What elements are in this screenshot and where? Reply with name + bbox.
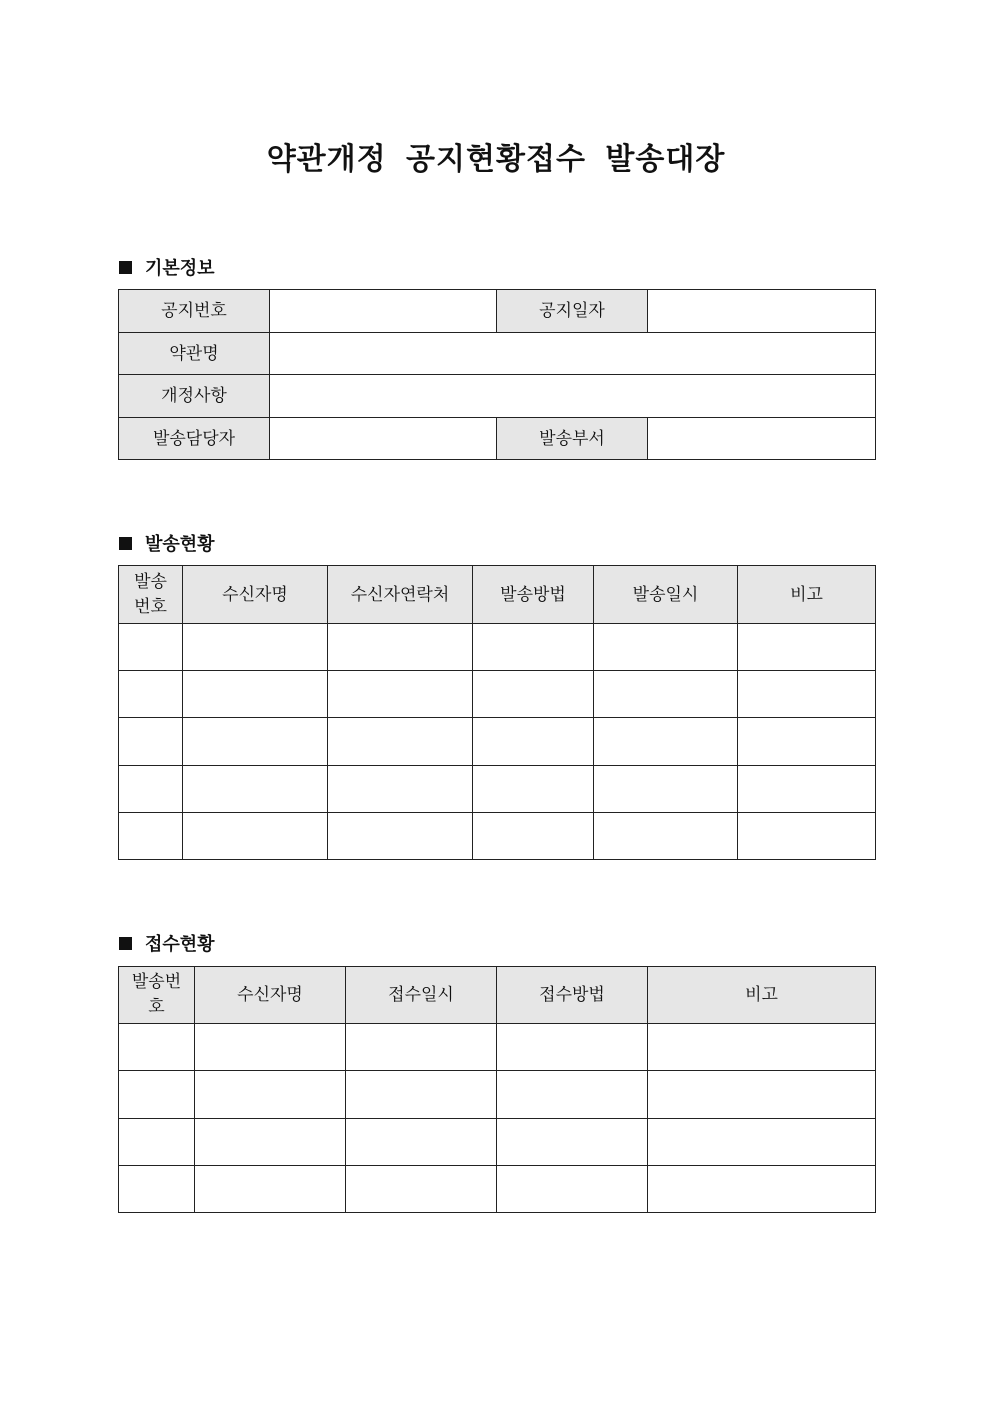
- basic-info-table: [118, 289, 876, 460]
- notice-no-label: 공지번호: [119, 290, 270, 333]
- table-row: [119, 1024, 876, 1071]
- table-cell[interactable]: [119, 1024, 195, 1071]
- table-cell[interactable]: [473, 671, 594, 718]
- table-cell[interactable]: [195, 1166, 346, 1213]
- receive-col-datetime: 접수일시: [346, 967, 497, 1024]
- table-cell[interactable]: [346, 1119, 497, 1166]
- table-cell[interactable]: [594, 766, 738, 813]
- table-cell[interactable]: [738, 624, 876, 671]
- sender-dept-label: 발송부서: [497, 418, 648, 460]
- table-cell[interactable]: [346, 1166, 497, 1213]
- table-cell[interactable]: [328, 671, 473, 718]
- section-receive-heading: [119, 930, 215, 956]
- table-cell[interactable]: [648, 1166, 876, 1213]
- table-cell[interactable]: [183, 624, 328, 671]
- table-cell[interactable]: [497, 1071, 648, 1119]
- table-row: [119, 624, 876, 671]
- table-cell[interactable]: [648, 1119, 876, 1166]
- receive-col-note: 비고: [648, 967, 876, 1024]
- table-cell[interactable]: [328, 813, 473, 860]
- table-cell[interactable]: [119, 813, 183, 860]
- receive-col-name: 수신자명: [195, 967, 346, 1024]
- terms-name-label: 약관명: [119, 333, 270, 375]
- table-cell[interactable]: [328, 718, 473, 766]
- table-cell[interactable]: [648, 1071, 876, 1119]
- table-cell[interactable]: [195, 1119, 346, 1166]
- table-cell[interactable]: [119, 718, 183, 766]
- terms-name-field[interactable]: [270, 333, 876, 375]
- table-cell[interactable]: [195, 1024, 346, 1071]
- table-cell[interactable]: [594, 718, 738, 766]
- send-col-method: 발송방법: [473, 566, 594, 624]
- table-row: [119, 1166, 876, 1213]
- section-basic-label: 기본정보: [145, 258, 215, 279]
- table-cell[interactable]: [594, 813, 738, 860]
- sender-field[interactable]: [270, 418, 497, 460]
- table-row: [119, 718, 876, 766]
- table-cell[interactable]: [183, 718, 328, 766]
- notice-date-label: 공지일자: [497, 290, 648, 333]
- table-cell[interactable]: [183, 813, 328, 860]
- send-col-no: 발송 번호: [119, 566, 183, 624]
- receive-col-no: 발송번 호: [119, 967, 195, 1024]
- table-cell[interactable]: [738, 718, 876, 766]
- table-cell[interactable]: [473, 766, 594, 813]
- send-col-contact: 수신자연락처: [328, 566, 473, 624]
- square-bullet-icon: [119, 937, 132, 950]
- table-cell[interactable]: [119, 671, 183, 718]
- changes-field[interactable]: [270, 375, 876, 418]
- table-row: [119, 1071, 876, 1119]
- square-bullet-icon: [119, 537, 132, 550]
- table-cell[interactable]: [738, 671, 876, 718]
- section-send-label: 발송현황: [145, 534, 215, 555]
- table-cell[interactable]: [328, 624, 473, 671]
- table-cell[interactable]: [738, 766, 876, 813]
- table-cell[interactable]: [119, 1166, 195, 1213]
- notice-no-field[interactable]: [270, 290, 497, 333]
- table-row: [119, 1119, 876, 1166]
- receive-status-table: [118, 966, 876, 1213]
- section-receive-label: 접수현황: [145, 934, 215, 955]
- table-cell[interactable]: [738, 813, 876, 860]
- send-col-name: 수신자명: [183, 566, 328, 624]
- send-status-table: [118, 565, 876, 860]
- table-cell[interactable]: [119, 624, 183, 671]
- send-col-note: 비고: [738, 566, 876, 624]
- table-cell[interactable]: [497, 1166, 648, 1213]
- table-cell[interactable]: [473, 718, 594, 766]
- page-title: 약관개정 공지현황접수 발송대장: [266, 142, 726, 177]
- table-row: [119, 766, 876, 813]
- section-basic-heading: [119, 254, 215, 280]
- table-cell[interactable]: [497, 1024, 648, 1071]
- table-cell[interactable]: [594, 624, 738, 671]
- changes-label: 개정사항: [119, 375, 270, 418]
- section-send-heading: [119, 530, 215, 556]
- table-cell[interactable]: [195, 1071, 346, 1119]
- table-row: [119, 813, 876, 860]
- receive-col-method: 접수방법: [497, 967, 648, 1024]
- table-cell[interactable]: [473, 624, 594, 671]
- table-cell[interactable]: [119, 1119, 195, 1166]
- table-cell[interactable]: [328, 766, 473, 813]
- table-cell[interactable]: [594, 671, 738, 718]
- notice-date-field[interactable]: [648, 290, 876, 333]
- table-cell[interactable]: [473, 813, 594, 860]
- table-cell[interactable]: [119, 1071, 195, 1119]
- table-cell[interactable]: [648, 1024, 876, 1071]
- table-cell[interactable]: [183, 766, 328, 813]
- send-col-datetime: 발송일시: [594, 566, 738, 624]
- table-cell[interactable]: [497, 1119, 648, 1166]
- square-bullet-icon: [119, 261, 132, 274]
- table-cell[interactable]: [119, 766, 183, 813]
- sender-dept-field[interactable]: [648, 418, 876, 460]
- table-cell[interactable]: [346, 1071, 497, 1119]
- table-row: [119, 671, 876, 718]
- table-cell[interactable]: [346, 1024, 497, 1071]
- table-cell[interactable]: [183, 671, 328, 718]
- sender-label: 발송담당자: [119, 418, 270, 460]
